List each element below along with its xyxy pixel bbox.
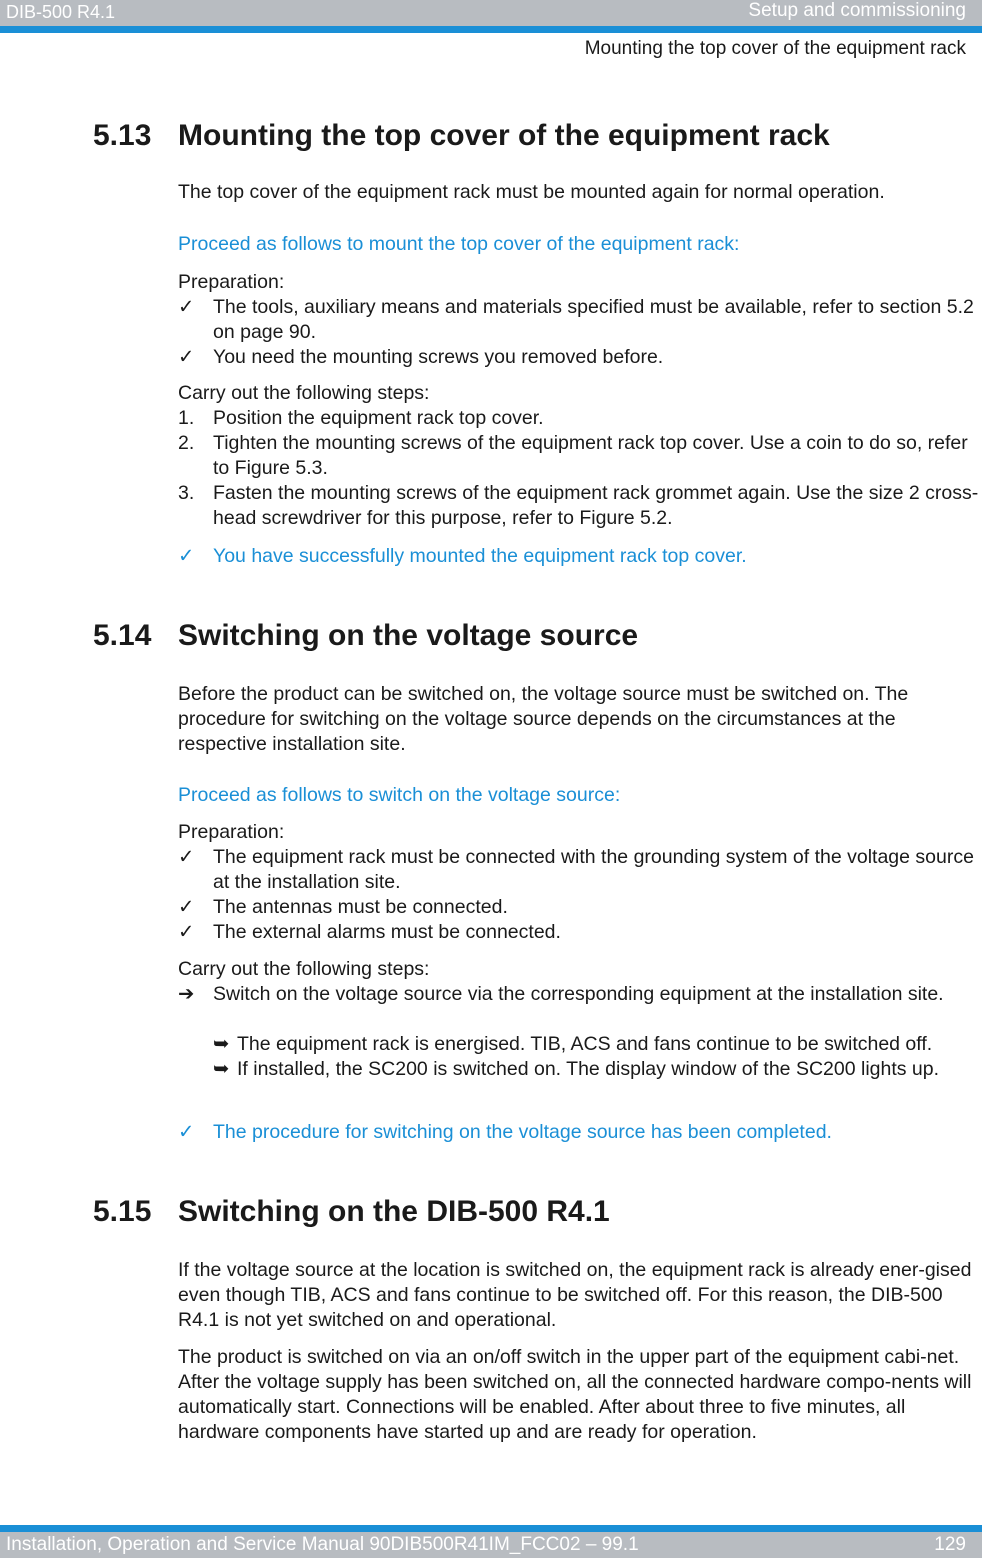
- check-icon: ✓: [178, 921, 195, 943]
- check-icon: ✓: [178, 545, 195, 567]
- step-result-text: The equipment rack is energised. TIB, ACS and fans continue to be switched off.: [237, 1033, 933, 1055]
- steps-label: Carry out the following steps:: [178, 382, 430, 404]
- arrow-icon: ➔: [178, 983, 195, 1005]
- step-number: 1.: [178, 407, 195, 429]
- proceed-text: Proceed as follows to mount the top cover of the equipment rack:: [178, 233, 740, 255]
- section-title: Switching on the DIB-500 R4.1: [178, 1195, 610, 1228]
- step-text: Switch on the voltage source via the corresponding equipment at the installation site.: [213, 983, 944, 1005]
- check-icon: ✓: [178, 1121, 195, 1143]
- section-number: 5.15: [93, 1195, 152, 1228]
- check-icon: ✓: [178, 296, 195, 318]
- step-result-text: If installed, the SC200 is switched on. The display window of the SC200 lights up.: [237, 1058, 940, 1080]
- prep-item-text: The tools, auxiliary means and materials specified must be available, refer to section 5.2 on page 90.: [213, 296, 974, 343]
- header-accent-line: [0, 26, 982, 33]
- header-subtitle: Mounting the top cover of the equipment rack: [584, 38, 966, 59]
- step-text: Tighten the mounting screws of the equipment rack top cover. Use a coin to do so, refer to Figure 5.3.: [213, 432, 968, 479]
- steps-label: Carry out the following steps:: [178, 958, 430, 980]
- footer-accent-line: [0, 1525, 982, 1532]
- header-product: DIB-500 R4.1: [6, 2, 116, 22]
- prep-item-text: The equipment rack must be connected with the grounding system of the voltage source at the installation site.: [213, 846, 974, 893]
- result-text: You have successfully mounted the equipment rack top cover.: [213, 545, 747, 567]
- step-number: 2.: [178, 432, 195, 454]
- result-arrow-icon: ➥: [213, 1058, 230, 1080]
- check-icon: ✓: [178, 346, 195, 368]
- step-number: 3.: [178, 482, 195, 504]
- intro-text: Before the product can be switched on, the voltage source must be switched on. The procedure for switching on the voltage source depends on the circumstances at the respective installation site.: [178, 683, 909, 755]
- body-paragraph: If the voltage source at the location is switched on, the equipment rack is already ener-gised even though TIB, ACS and fans continue to be switched off. For this reason, the DIB-500 R4.1 is not yet switched on and operational.: [178, 1259, 972, 1331]
- result-text: The procedure for switching on the voltage source has been completed.: [213, 1121, 832, 1143]
- prep-item-text: You need the mounting screws you removed before.: [213, 346, 664, 368]
- body-paragraph: The product is switched on via an on/off switch in the upper part of the equipment cabi-net. After the voltage supply has been switched on, all the connected hardware compo-nents will automatically start. Connections will be enabled. After about three to five minutes, all hardware components have started up and are ready for operation.: [178, 1346, 972, 1443]
- section-title: Mounting the top cover of the equipment rack: [178, 119, 830, 152]
- check-icon: ✓: [178, 846, 195, 868]
- intro-text: The top cover of the equipment rack must be mounted again for normal operation.: [178, 181, 885, 203]
- step-text: Position the equipment rack top cover.: [213, 407, 544, 429]
- footer-manual: Installation, Operation and Service Manual 90DIB500R41IM_FCC02 – 99.1: [6, 1534, 639, 1555]
- section-title: Switching on the voltage source: [178, 619, 639, 652]
- step-text: Fasten the mounting screws of the equipment rack grommet again. Use the size 2 cross-head screwdriver for this purpose, refer to Figure 5.2.: [213, 482, 979, 529]
- page-number: 129: [934, 1534, 966, 1555]
- prep-item-text: The external alarms must be connected.: [213, 921, 561, 943]
- proceed-text: Proceed as follows to switch on the voltage source:: [178, 784, 621, 806]
- preparation-label: Preparation:: [178, 821, 285, 843]
- section-number: 5.14: [93, 619, 152, 652]
- check-icon: ✓: [178, 896, 195, 918]
- section-number: 5.13: [93, 119, 152, 152]
- header-chapter: Setup and commissioning: [748, 0, 966, 21]
- preparation-label: Preparation:: [178, 271, 285, 293]
- result-arrow-icon: ➥: [213, 1033, 230, 1055]
- prep-item-text: The antennas must be connected.: [213, 896, 508, 918]
